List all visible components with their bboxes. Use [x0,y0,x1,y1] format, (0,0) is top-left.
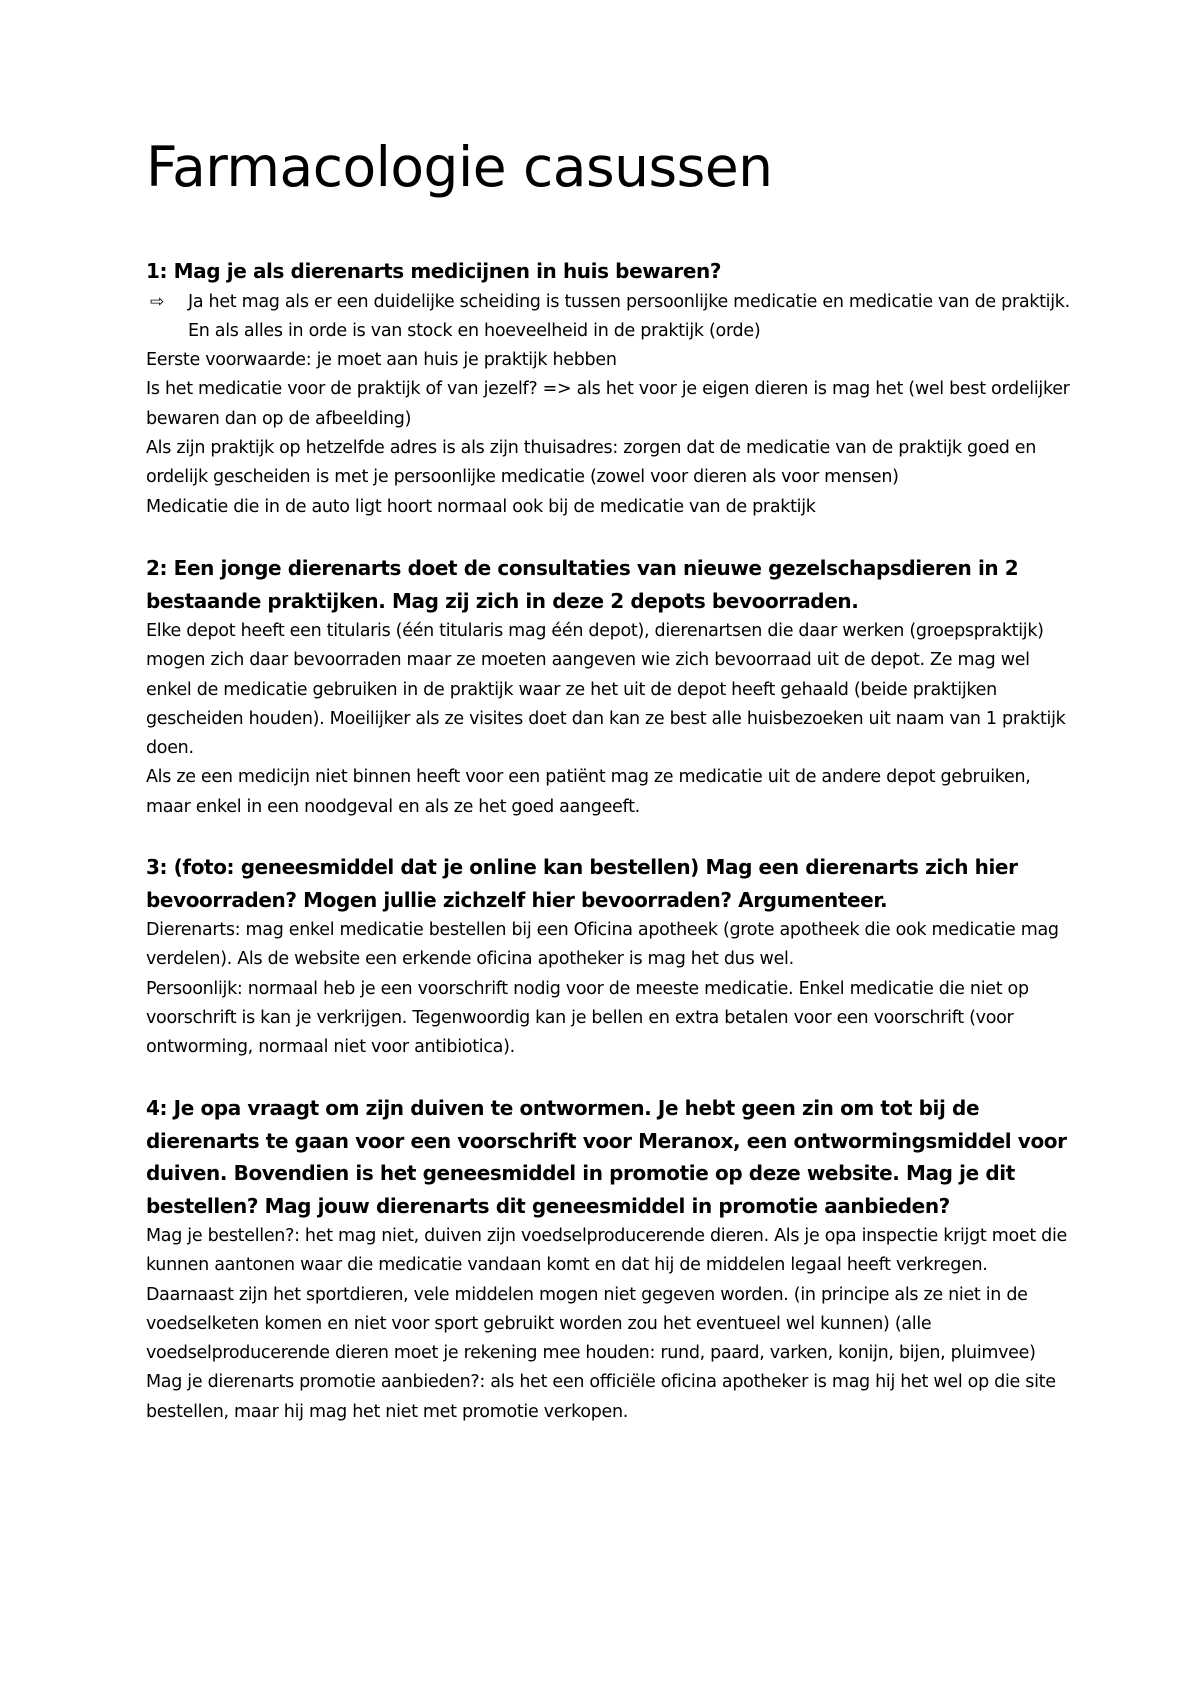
answer-2-paragraph: Als ze een medicijn niet binnen heeft voor een patiënt mag ze medicatie uit de andere depot gebruiken, maar enkel in een noodgeval en als ze het goed aangeeft. [146,767,1031,817]
question-3-heading: 3: (foto: geneesmiddel dat je online kan bestellen) Mag een dierenarts zich hier bevoorraden? Mogen jullie zichzelf hier bevoorraden? Argumenteer. [146,855,1018,912]
answer-1-paragraph: Medicatie die in de auto ligt hoort normaal ook bij de medicatie van de praktijk [146,496,816,517]
answer-4-paragraph: Mag je dierenarts promotie aanbieden?: als het een officiële oficina apotheker is mag hij het wel op die site bestellen, maar hij mag het niet met promotie verkopen. [146,1372,1056,1422]
answer-1-bullet-text: Ja het mag als er een duidelijke scheiding is tussen persoonlijke medicatie en medicatie van de praktijk. En als alles in orde is van stock en hoeveelheid in de praktijk (orde) [188,291,1070,341]
question-1-heading: 1: Mag je als dierenarts medicijnen in huis bewaren? [146,259,722,283]
document-title: Farmacologie casussen [146,135,773,199]
answer-1-paragraph: Als zijn praktijk op hetzelfde adres is als zijn thuisadres: zorgen dat de medicatie van de praktijk goed en ordelijk gescheiden is met je persoonlijke medicatie (zowel voor dieren als voor mensen) [146,437,1037,488]
section-3 [146,851,1076,1062]
answer-3-paragraph: Persoonlijk: normaal heb je een voorschrift nodig voor de meeste medicatie. Enkel medicatie die niet op voorschrift is kan je verkrijgen. Tegenwoordig kan je bellen en extra betalen voor een voorschrift (voor ontworming, normaal niet voor antibiotica). [146,978,1029,1058]
answer-1-paragraph: Eerste voorwaarde: je moet aan huis je praktijk hebben [146,350,617,371]
answer-4-paragraph: Mag je bestellen?: het mag niet, duiven zijn voedselproducerende dieren. Als je opa inspectie krijgt moet die kunnen aantonen waar die medicatie vandaan komt en dat hij de middelen legaal heeft verkregen. Daarnaast zijn het sportdieren, vele middelen mogen niet gegeven worden. (in principe als ze niet in de voedselketen komen en niet voor sport gebruikt worden zou het eventueel wel kunnen) (alle voedselproducerende dieren moet je rekening mee houden: rund, paard, varken, konijn, bijen, pluimvee) [146,1226,1068,1364]
answer-2-paragraph: Elke depot heeft een titularis (één titularis mag één depot), dierenartsen die daar werken (groepspraktijk) mogen zich daar bevoorraden maar ze moeten aangeven wie zich bevoorraad uit de depot. Ze mag wel enkel de medicatie gebruiken in de praktijk waar ze het uit de depot heeft gehaald (beide praktijken gescheiden houden). Moeilijker als ze visites doet dan kan ze best alle huisbezoeken uit naam van 1 praktijk doen. [146,621,1066,759]
section-4 [146,1092,1076,1427]
section-1 [146,255,1076,522]
arrow-right-icon: ⇨ [150,291,164,312]
question-2-heading: 2: Een jonge dierenarts doet de consultaties van nieuwe gezelschapsdieren in 2 bestaande praktijken. Mag zij zich in deze 2 depots bevoorraden. [146,556,1019,613]
question-4-heading: 4: Je opa vraagt om zijn duiven te ontwormen. Je hebt geen zin om tot bij de dierenarts te gaan voor een voorschrift voor Meranox, een ontwormingsmiddel voor duiven. Bovendien is het geneesmiddel in promotie op deze website. Mag je dit bestellen? Mag jouw dierenarts dit geneesmiddel in promotie aanbieden? [146,1096,1067,1218]
answer-3-paragraph: Dierenarts: mag enkel medicatie bestellen bij een Oficina apotheek (grote apotheek die ook medicatie mag verdelen). Als de website een erkende oficina apotheker is mag het dus wel. [146,920,1059,970]
answer-1-bullet [146,288,1076,347]
answer-1-paragraph: Is het medicatie voor de praktijk of van jezelf? => als het voor je eigen dieren is mag het (wel best ordelijker bewaren dan op de afbeelding) [146,379,1070,429]
section-2 [146,552,1076,822]
